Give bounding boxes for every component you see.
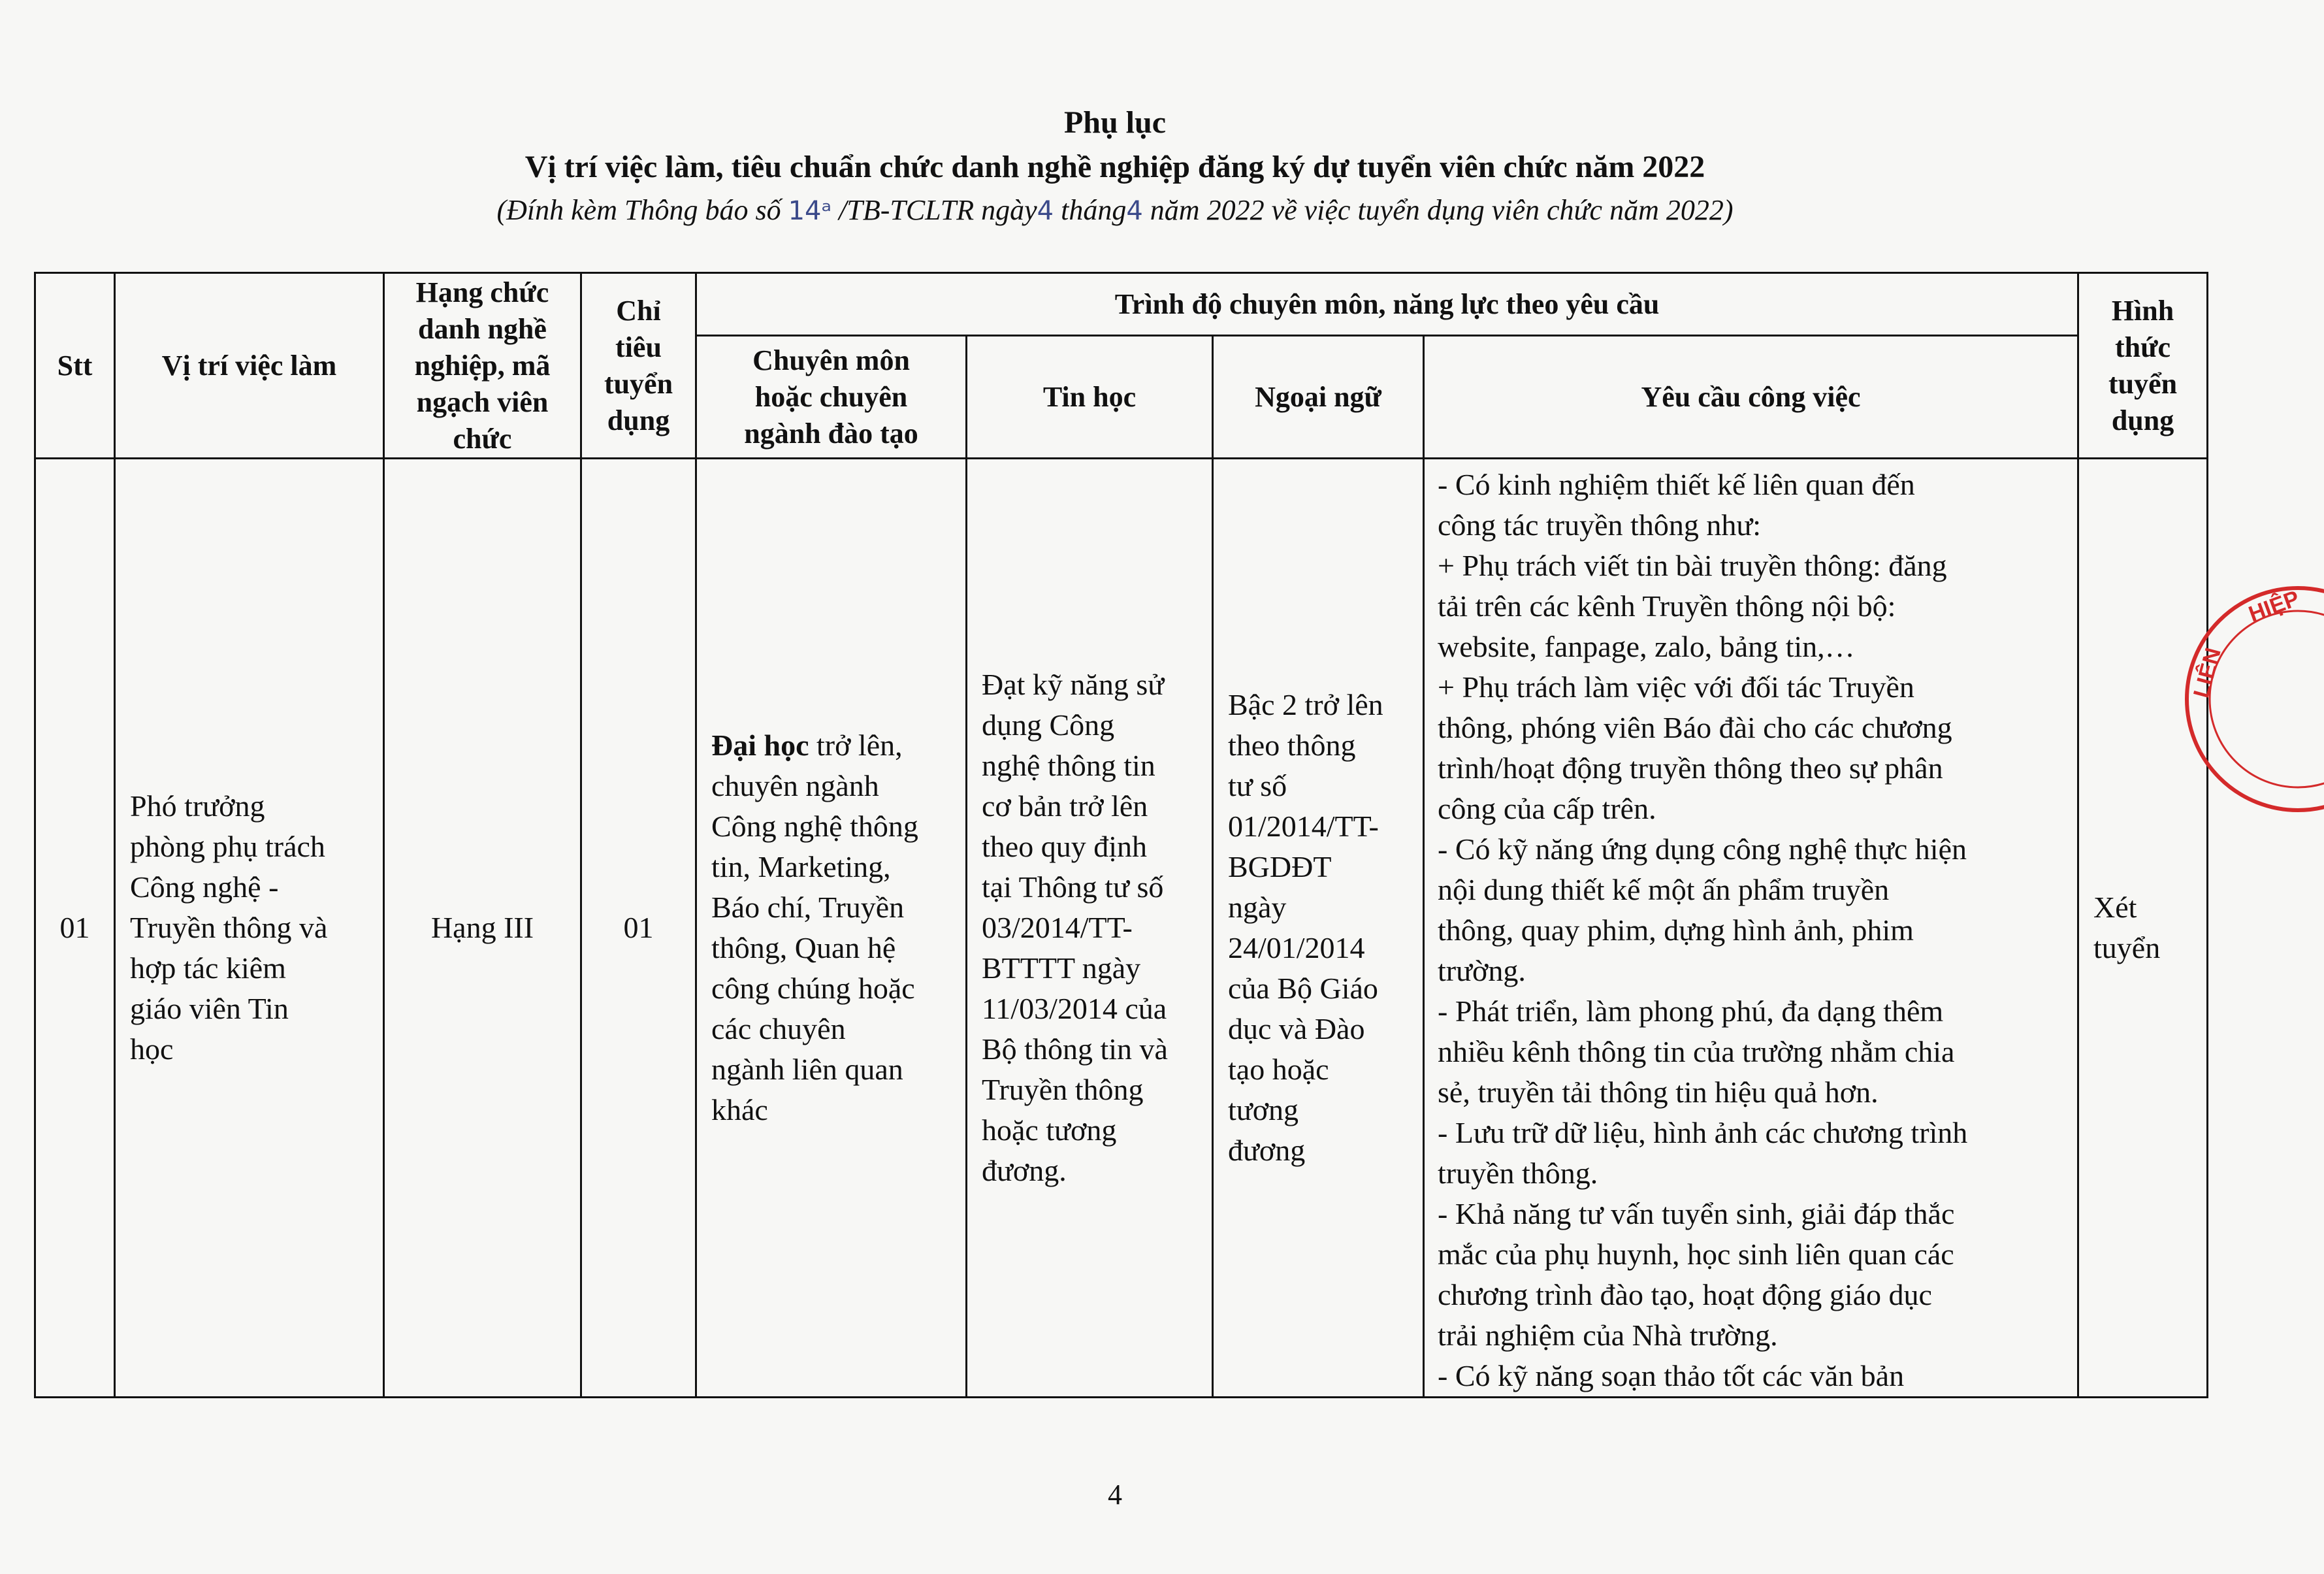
header-chi-tieu: Chỉ tiêu tuyển dụng — [581, 273, 696, 459]
header-hang-chuc-danh: Hạng chức danh nghề nghiệp, mã ngạch viên chức — [384, 273, 581, 459]
seal-inner-ring — [2210, 611, 2324, 787]
recruitment-table — [34, 272, 2208, 1398]
header-trinh-do-group: Trình độ chuyên môn, năng lực theo yêu cầu — [696, 273, 2078, 336]
note-suffix: năm 2022 về việc tuyển dụng viên chức năm 2022) — [1142, 194, 1734, 226]
page-number: 4 — [1108, 1479, 1122, 1511]
header-hinh-thuc: Hình thức tuyển dụng — [2078, 273, 2208, 459]
cell-chuyen-mon: Đại học trở lên, chuyên ngành Công nghệ thông tin, Marketing, Báo chí, Truyền thông, Quan hệ công chúng hoặc các chuyên ngành liên quan khác — [696, 459, 967, 1398]
cell-vi-tri: Phó trưởng phòng phụ trách Công nghệ - Truyền thông và hợp tác kiêm giáo viên Tin học — [115, 459, 384, 1398]
note-mid-1: /TB-TCLTR ngày — [831, 194, 1037, 226]
header-tin-hoc: Tin học — [967, 336, 1213, 459]
header-vi-tri: Vị trí việc làm — [115, 273, 384, 459]
degree-level: Đại học — [711, 729, 809, 762]
handwritten-day: 4 — [1037, 196, 1054, 226]
cell-tin-hoc: Đạt kỹ năng sử dụng Công nghệ thông tin cơ bản trở lên theo quy định tại Thông tư số 03/2014/TT- BTTTT ngày 11/03/2014 của Bộ thông tin và Truyền thông hoặc tương đương. — [967, 459, 1213, 1398]
table-row — [35, 459, 2208, 1398]
header-ngoai-ngu: Ngoại ngữ — [1213, 336, 1424, 459]
cell-chi-tieu: 01 — [581, 459, 696, 1398]
seal-text-2: HIỆP — [2245, 585, 2303, 627]
header-yeu-cau: Yêu cầu công việc — [1424, 336, 2078, 459]
seal-text-1: LIÊN — [2189, 645, 2226, 701]
attachment-note — [0, 193, 2230, 227]
handwritten-month: 4 — [1126, 196, 1143, 226]
cell-ngoai-ngu: Bậc 2 trở lên theo thông tư số 01/2014/TT- BGDĐT ngày 24/01/2014 của Bộ Giáo dục và Đào tạo hoặc tương đương — [1213, 459, 1424, 1398]
cell-hinh-thuc: Xét tuyển — [2078, 459, 2208, 1398]
handwritten-number: 14ᵃ — [788, 196, 832, 226]
cell-yeu-cau: - Có kinh nghiệm thiết kế liên quan đến công tác truyền thông như: + Phụ trách viết tin bài truyền thông: đăng tải trên các kênh Truyền thông nội bộ: website, fanpage, zalo, bảng tin,… + Phụ trách làm việc với đối tác Truyền thông, phóng viên Báo đài cho các chương trình/hoạt động truyền thông theo sự phân công của cấp trên. - Có kỹ năng ứng dụng công nghệ thực hiện nội dung thiết kế một ấn phẩm truyền thông, quay phim, dựng hình ảnh, phim trường. - Phát triển, làm phong phú, đa dạng thêm nhiều kênh thông tin của trường nhằm chia sẻ, truyền tải thông tin hiệu quả hơn. - Lưu trữ dữ liệu, hình ảnh các chương trình truyền thông. - Khả năng tư vấn tuyển sinh, giải đáp thắc mắc của phụ huynh, học sinh liên quan các chương trình đào tạo, hoạt động giáo dục trải nghiệm của Nhà trường. - Có kỹ năng soạn thảo tốt các văn bản — [1424, 459, 2078, 1398]
note-mid-2: tháng — [1054, 194, 1127, 226]
cell-stt: 01 — [35, 459, 115, 1398]
red-seal-stamp — [2167, 575, 2324, 823]
cell-hang: Hạng III — [384, 459, 581, 1398]
header-chuyen-mon: Chuyên môn hoặc chuyên ngành đào tạo — [696, 336, 967, 459]
header-stt: Stt — [35, 273, 115, 459]
note-prefix: (Đính kèm Thông báo số — [496, 194, 788, 226]
document-subtitle: Vị trí việc làm, tiêu chuẩn chức danh nghề nghiệp đăng ký dự tuyển viên chức năm 2022 — [525, 150, 1705, 184]
appendix-title: Phụ lục — [1063, 105, 1167, 140]
